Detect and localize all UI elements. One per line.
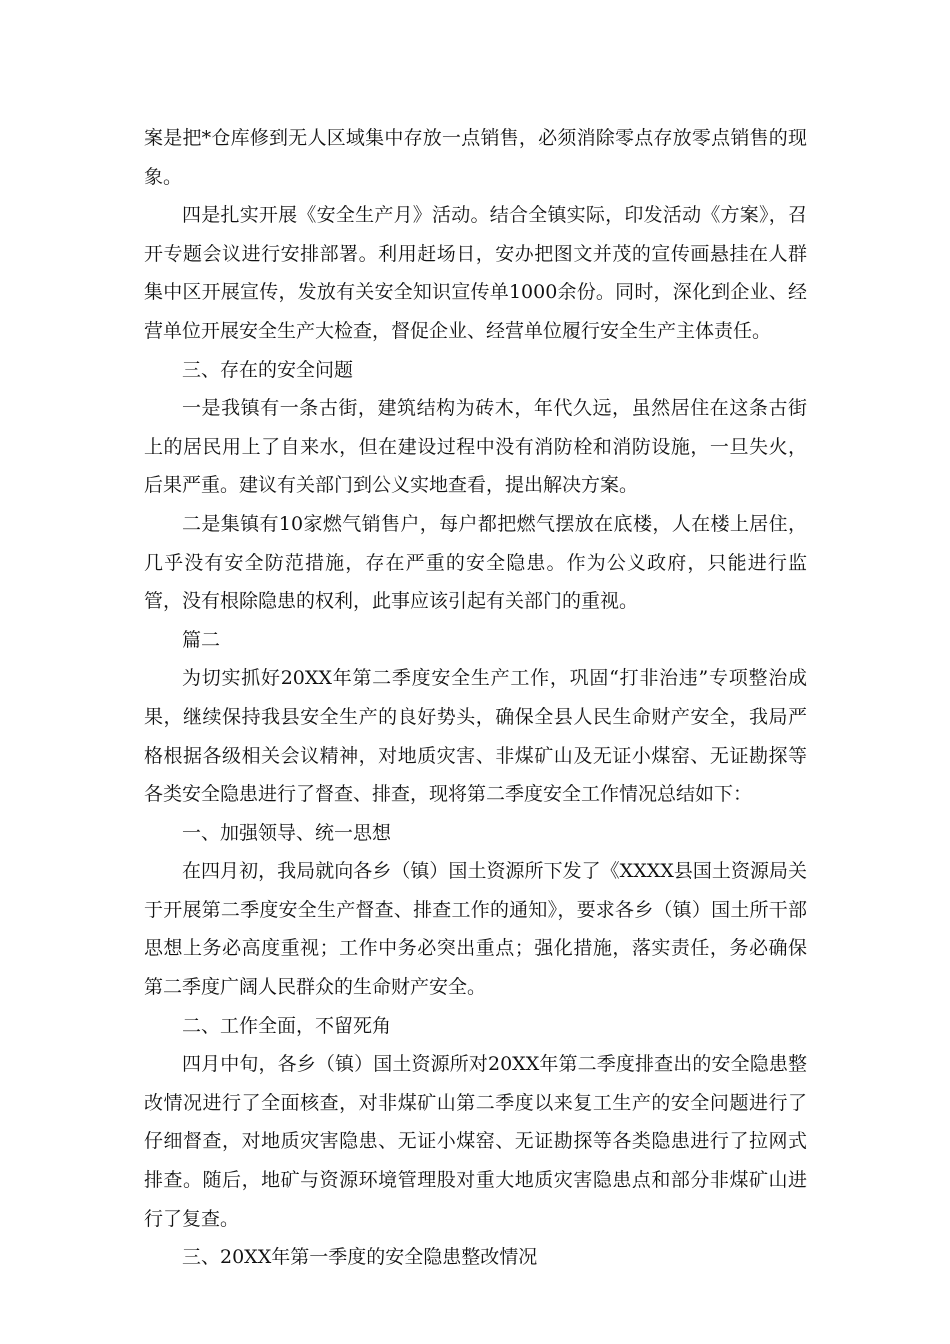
- paragraph-inspection: 四月中旬，各乡（镇）国土资源所对20XX年第二季度排查出的安全隐患整改情况进行了全面核查，对非煤矿山第二季度以来复工生产的安全问题进行了仔细督查，对地质灾害隐患、无证小煤窑、无证勘探等各类隐患进行了拉网式排查。随后，地矿与资源环境管理股对重大地质灾害隐患点和部分非煤矿山进行了复查。: [144, 1053, 807, 1230]
- document-page: [144, 119, 807, 1277]
- section-heading-rectification: 三、20XX年第一季度的安全隐患整改情况: [182, 1246, 538, 1269]
- section-heading-comprehensive: 二、工作全面，不留死角: [182, 1014, 392, 1037]
- paragraph-old-street: 一是我镇有一条古街，建筑结构为砖木，年代久远，虽然居住在这条古街上的居民用上了自来水，但在建设过程中没有消防栓和消防设施，一旦失火，后果严重。建议有关部门到公义实地查看，提出解决方案。: [144, 397, 807, 497]
- paragraph-safety-month: 四是扎实开展《安全生产月》活动。结合全镇实际，印发活动《方案》，召开专题会议进行安排部署。利用赶场日，安办把图文并茂的宣传画悬挂在人群集中区开展宣传，发放有关安全知识宣传单1000余份。同时，深化到企业、经营单位开展安全生产大检查，督促企业、经营单位履行安全生产主体责任。: [144, 204, 807, 342]
- paragraph-continuation: 案是把*仓库修到无人区域集中存放一点销售，必须消除零点存放零点销售的现象。: [144, 127, 807, 188]
- paragraph-intro-q2: 为切实抓好20XX年第二季度安全生产工作，巩固“打非治违”专项整治成果，继续保持我县安全生产的良好势头，确保全县人民生命财产安全，我局严格根据各级相关会议精神，对地质灾害、非煤矿山及无证小煤窑、无证勘探等各类安全隐患进行了督查、排查，现将第二季度安全工作情况总结如下：: [144, 667, 807, 806]
- part-heading-two: 篇二: [182, 628, 221, 651]
- paragraph-gas-sellers: 二是集镇有10家燃气销售户，每户都把燃气摆放在底楼，人在楼上居住，几乎没有安全防范措施，存在严重的安全隐患。作为公义政府，只能进行监管，没有根除隐患的权利，此事应该引起有关部门的重视。: [144, 512, 807, 613]
- section-heading-leadership: 一、加强领导、统一思想: [182, 821, 392, 844]
- section-heading-problems: 三、存在的安全问题: [182, 358, 354, 381]
- paragraph-notice: 在四月初，我局就向各乡（镇）国土资源所下发了《XXXX县国土资源局关于开展第二季度安全生产督查、排查工作的通知》，要求各乡（镇）国土所干部思想上务必高度重视；工作中务必突出重点；强化措施，落实责任，务必确保第二季度广阔人民群众的生命财产安全。: [144, 860, 807, 999]
